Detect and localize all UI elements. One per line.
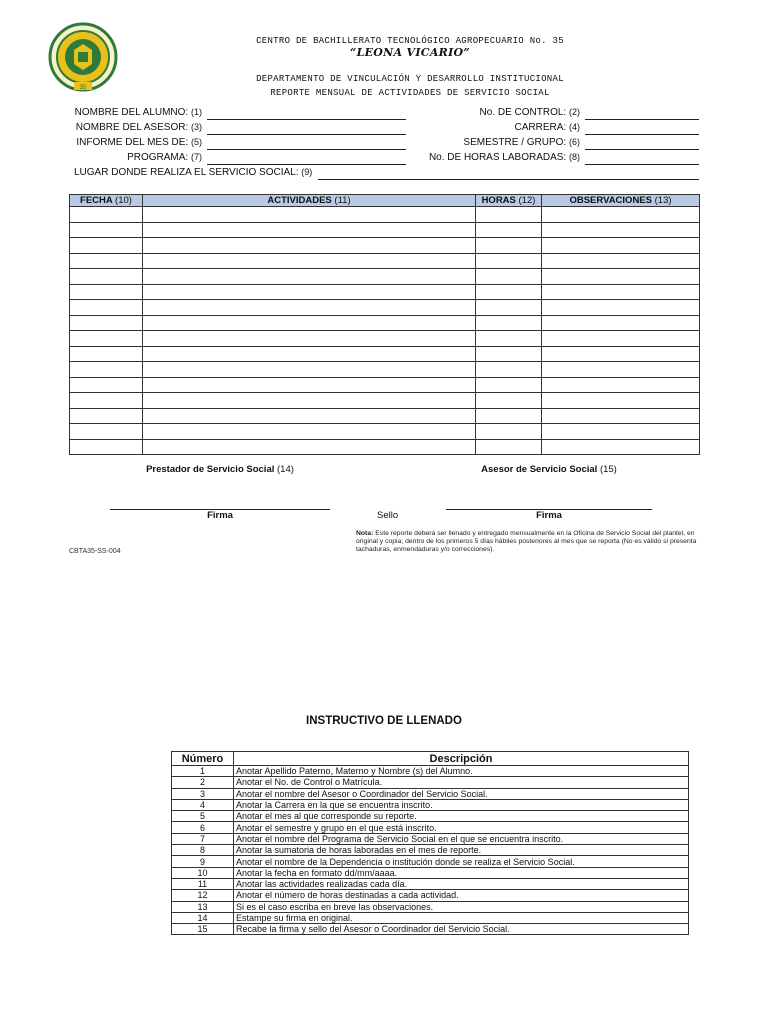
cell-fecha[interactable] xyxy=(70,393,143,409)
cell-actividades[interactable] xyxy=(143,346,476,362)
cell-horas[interactable] xyxy=(476,408,542,424)
cell-fecha[interactable] xyxy=(70,346,143,362)
field-program: PROGRAMA: (7) xyxy=(127,152,202,163)
field-line-student[interactable] xyxy=(207,119,406,120)
activity-row xyxy=(70,439,700,455)
activity-row xyxy=(70,222,700,238)
cell-fecha[interactable] xyxy=(70,253,143,269)
report-title: REPORTE MENSUAL DE ACTIVIDADES DE SERVICIO SOCIAL xyxy=(270,88,550,98)
instruction-row xyxy=(172,766,689,777)
cell-observaciones[interactable] xyxy=(542,253,700,269)
field-service-place: LUGAR DONDE REALIZA EL SERVICIO SOCIAL: (9) xyxy=(74,167,313,178)
field-line-semester[interactable] xyxy=(585,149,699,150)
field-student-name: NOMBRE DEL ALUMNO: (1) xyxy=(74,107,202,118)
activity-row xyxy=(70,207,700,223)
activity-row xyxy=(70,408,700,424)
cell-horas[interactable] xyxy=(476,222,542,238)
field-hours-worked: No. DE HORAS LABORADAS: (8) xyxy=(428,152,580,163)
instruction-number: 15 xyxy=(172,924,234,935)
cell-observaciones[interactable] xyxy=(542,315,700,331)
instruction-description: Anotar Apellido Paterno, Materno y Nombre (s) del Alumno. xyxy=(234,766,689,777)
seal-number: 35 xyxy=(79,85,87,91)
instruction-row xyxy=(172,822,689,833)
instruction-description: Anotar el nombre de la Dependencia o institución donde se realiza el Servicio Social. xyxy=(234,856,689,867)
cell-fecha[interactable] xyxy=(70,269,143,285)
instruction-row xyxy=(172,799,689,810)
instruction-row xyxy=(172,845,689,856)
cell-actividades[interactable] xyxy=(143,362,476,378)
field-line-control[interactable] xyxy=(585,119,699,120)
cell-fecha[interactable] xyxy=(70,284,143,300)
cell-fecha[interactable] xyxy=(70,300,143,316)
instruction-description: Anotar la Carrera en la que se encuentra inscrito. xyxy=(234,799,689,810)
instruction-row xyxy=(172,924,689,935)
instruction-number: 10 xyxy=(172,867,234,878)
cell-fecha[interactable] xyxy=(70,377,143,393)
cell-actividades[interactable] xyxy=(143,424,476,440)
instruction-row xyxy=(172,833,689,844)
instruction-description: Anotar la sumatoria de horas laboradas en el mes de reporte. xyxy=(234,845,689,856)
cell-fecha[interactable] xyxy=(70,408,143,424)
cell-actividades[interactable] xyxy=(143,393,476,409)
instruction-description: Anotar el número de horas destinadas a cada actividad. xyxy=(234,890,689,901)
firma-right: Firma xyxy=(536,510,562,521)
cell-fecha[interactable] xyxy=(70,424,143,440)
cell-fecha[interactable] xyxy=(70,362,143,378)
activity-row xyxy=(70,238,700,254)
instruction-description: Si es el caso escriba en breve las observaciones. xyxy=(234,901,689,912)
field-line-place[interactable] xyxy=(318,179,699,180)
instruction-row xyxy=(172,788,689,799)
col-observaciones: OBSERVACIONES (13) xyxy=(542,195,700,207)
activity-table xyxy=(69,194,700,455)
instructions-table xyxy=(171,751,689,935)
cell-horas[interactable] xyxy=(476,207,542,223)
cell-horas[interactable] xyxy=(476,377,542,393)
cell-actividades[interactable] xyxy=(143,315,476,331)
instruction-row xyxy=(172,890,689,901)
instructions-title: INSTRUCTIVO DE LLENADO xyxy=(306,715,462,727)
cell-horas[interactable] xyxy=(476,424,542,440)
cell-actividades[interactable] xyxy=(143,439,476,455)
field-line-program[interactable] xyxy=(207,164,406,165)
cell-observaciones[interactable] xyxy=(542,346,700,362)
activity-row xyxy=(70,253,700,269)
cell-observaciones[interactable] xyxy=(542,207,700,223)
provider-signature-label: Prestador de Servicio Social (14) xyxy=(146,464,294,475)
activity-row xyxy=(70,424,700,440)
instruction-number: 3 xyxy=(172,788,234,799)
cell-observaciones[interactable] xyxy=(542,424,700,440)
field-control-number: No. DE CONTROL: (2) xyxy=(479,107,580,118)
instruction-description: Anotar el mes al que corresponde su reporte. xyxy=(234,811,689,822)
cell-horas[interactable] xyxy=(476,269,542,285)
field-line-career[interactable] xyxy=(585,134,699,135)
field-report-month: INFORME DEL MES DE: (5) xyxy=(76,137,202,148)
cell-actividades[interactable] xyxy=(143,207,476,223)
cell-fecha[interactable] xyxy=(70,207,143,223)
cell-actividades[interactable] xyxy=(143,300,476,316)
cell-horas[interactable] xyxy=(476,315,542,331)
field-line-advisor[interactable] xyxy=(207,134,406,135)
activity-row xyxy=(70,393,700,409)
instruction-description: Anotar la fecha en formato dd/mm/aaaa. xyxy=(234,867,689,878)
instruction-description: Estampe su firma en original. xyxy=(234,912,689,923)
cell-actividades[interactable] xyxy=(143,377,476,393)
cell-observaciones[interactable] xyxy=(542,362,700,378)
col-numero: Número xyxy=(172,752,234,766)
instruction-number: 1 xyxy=(172,766,234,777)
school-name: “LEONA VICARIO” xyxy=(349,46,471,59)
cell-observaciones[interactable] xyxy=(542,269,700,285)
field-career: CARRERA: (4) xyxy=(514,122,580,133)
instruction-description: Anotar el nombre del Asesor o Coordinador del Servicio Social. xyxy=(234,788,689,799)
cell-observaciones[interactable] xyxy=(542,284,700,300)
school-title: CENTRO DE BACHILLERATO TECNOLÓGICO AGROPECUARIO No. 35 xyxy=(256,36,564,46)
instruction-row xyxy=(172,777,689,788)
instruction-number: 11 xyxy=(172,878,234,889)
col-fecha: FECHA (10) xyxy=(70,195,143,207)
cell-observaciones[interactable] xyxy=(542,238,700,254)
cell-horas[interactable] xyxy=(476,362,542,378)
cell-actividades[interactable] xyxy=(143,408,476,424)
activity-row xyxy=(70,284,700,300)
cell-fecha[interactable] xyxy=(70,222,143,238)
cell-observaciones[interactable] xyxy=(542,377,700,393)
instruction-row xyxy=(172,901,689,912)
cell-observaciones[interactable] xyxy=(542,408,700,424)
instruction-number: 6 xyxy=(172,822,234,833)
note-text: Nota: Este reporte deberá ser llenado y entregado mensualmente en la Oficina de Servicio Social del plantel, en original y copia; dentro de los primeros 5 días hábiles posteriores al mes que se reporta (No es válido si presenta tachaduras, enmendaduras y/o correcciones). xyxy=(356,530,697,553)
cell-horas[interactable] xyxy=(476,300,542,316)
instruction-number: 7 xyxy=(172,833,234,844)
cell-horas[interactable] xyxy=(476,331,542,347)
activity-row xyxy=(70,300,700,316)
instruction-description: Anotar las actividades realizadas cada día. xyxy=(234,878,689,889)
activity-row xyxy=(70,377,700,393)
instruction-number: 14 xyxy=(172,912,234,923)
instruction-description: Anotar el nombre del Programa de Servicio Social en el que se encuentra inscrito. xyxy=(234,833,689,844)
cell-actividades[interactable] xyxy=(143,238,476,254)
cell-observaciones[interactable] xyxy=(542,300,700,316)
cell-fecha[interactable] xyxy=(70,238,143,254)
instruction-row xyxy=(172,811,689,822)
activity-row xyxy=(70,331,700,347)
col-descripcion: Descripción xyxy=(234,752,689,766)
firma-left: Firma xyxy=(207,510,233,521)
advisor-signature-label: Asesor de Servicio Social (15) xyxy=(481,464,617,475)
instruction-number: 4 xyxy=(172,799,234,810)
instruction-number: 8 xyxy=(172,845,234,856)
activity-row xyxy=(70,362,700,378)
cell-observaciones[interactable] xyxy=(542,331,700,347)
instruction-row xyxy=(172,867,689,878)
cell-actividades[interactable] xyxy=(143,222,476,238)
col-horas: HORAS (12) xyxy=(476,195,542,207)
cell-observaciones[interactable] xyxy=(542,393,700,409)
instruction-row xyxy=(172,856,689,867)
field-semester-group: SEMESTRE / GRUPO: (6) xyxy=(463,137,580,148)
cell-horas[interactable] xyxy=(476,253,542,269)
cell-actividades[interactable] xyxy=(143,284,476,300)
instruction-number: 5 xyxy=(172,811,234,822)
cell-actividades[interactable] xyxy=(143,253,476,269)
cell-fecha[interactable] xyxy=(70,331,143,347)
cell-observaciones[interactable] xyxy=(542,439,700,455)
instruction-row xyxy=(172,878,689,889)
activity-row xyxy=(70,269,700,285)
instruction-number: 13 xyxy=(172,901,234,912)
school-seal-logo xyxy=(44,22,122,92)
field-line-month[interactable] xyxy=(207,149,406,150)
form-code: CBTA35-SS-004 xyxy=(69,548,121,555)
cell-horas[interactable] xyxy=(476,393,542,409)
field-line-hours[interactable] xyxy=(585,164,699,165)
col-actividades: ACTIVIDADES (11) xyxy=(143,195,476,207)
cell-horas[interactable] xyxy=(476,238,542,254)
instruction-description: Recabe la firma y sello del Asesor o Coordinador del Servicio Social. xyxy=(234,924,689,935)
sello-label: Sello xyxy=(377,510,399,521)
instruction-description: Anotar el semestre y grupo en el que está inscrito. xyxy=(234,822,689,833)
cell-horas[interactable] xyxy=(476,439,542,455)
activity-row xyxy=(70,315,700,331)
instruction-description: Anotar el No. de Control o Matrícula. xyxy=(234,777,689,788)
cell-fecha[interactable] xyxy=(70,439,143,455)
cell-actividades[interactable] xyxy=(143,269,476,285)
department-title: DEPARTAMENTO DE VINCULACIÓN Y DESARROLLO INSTITUCIONAL xyxy=(256,74,564,84)
cell-horas[interactable] xyxy=(476,346,542,362)
cell-actividades[interactable] xyxy=(143,331,476,347)
field-advisor-name: NOMBRE DEL ASESOR: (3) xyxy=(75,122,202,133)
instruction-row xyxy=(172,912,689,923)
cell-observaciones[interactable] xyxy=(542,222,700,238)
instruction-number: 12 xyxy=(172,890,234,901)
cell-horas[interactable] xyxy=(476,284,542,300)
instruction-number: 2 xyxy=(172,777,234,788)
cell-fecha[interactable] xyxy=(70,315,143,331)
activity-row xyxy=(70,346,700,362)
instruction-number: 9 xyxy=(172,856,234,867)
